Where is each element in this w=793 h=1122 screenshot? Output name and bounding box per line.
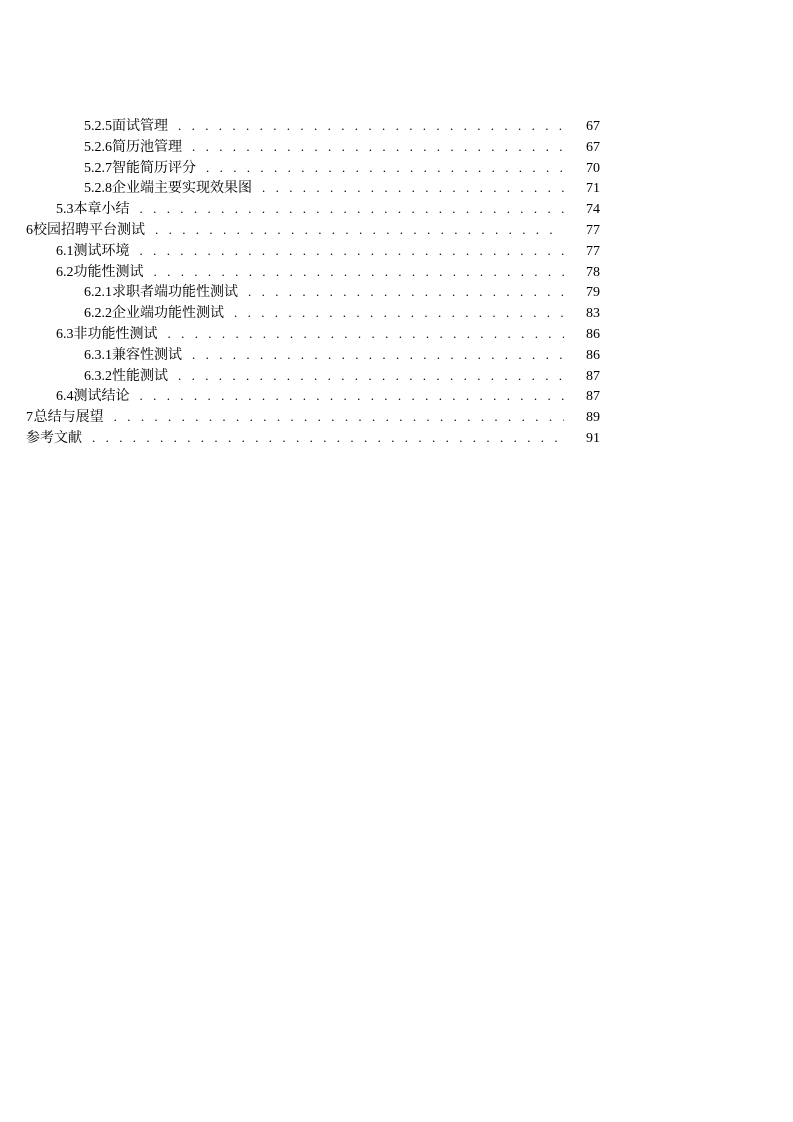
dot-leader [192, 345, 564, 366]
dot-leader [178, 366, 564, 387]
toc-entry-title: 简历池管理 [112, 139, 182, 155]
dot-leader [192, 137, 564, 158]
toc-entry-title: 求职者端功能性测试 [112, 285, 238, 301]
toc-entry[interactable] [26, 303, 600, 324]
toc-entry[interactable] [26, 241, 600, 262]
dot-leader [206, 158, 564, 179]
toc-entry[interactable] [26, 199, 600, 220]
toc-entry-page: 67 [586, 139, 600, 155]
toc-entry-page: 87 [586, 389, 600, 405]
toc-entry-page: 71 [586, 181, 600, 197]
toc-entry[interactable] [26, 386, 600, 407]
toc-entry-title: 功能性测试 [73, 264, 144, 280]
toc-entry-page: 86 [586, 347, 600, 363]
toc-entry-title: 非功能性测试 [73, 326, 158, 342]
toc-entry[interactable] [26, 137, 600, 158]
toc-entry-number: 5.3 [56, 202, 74, 218]
toc-entry-title: 兼容性测试 [112, 347, 182, 363]
toc-entry[interactable] [26, 178, 600, 199]
dot-leader [178, 116, 564, 137]
toc-entry-number: 7 [26, 410, 33, 426]
toc-entry-number: 5.2.5 [84, 119, 112, 134]
toc-entry[interactable] [26, 324, 600, 345]
toc-entry-title: 测试环境 [73, 243, 130, 259]
dot-leader [248, 282, 564, 303]
dot-leader [234, 303, 564, 324]
toc-entry[interactable] [26, 116, 600, 137]
toc-entry-number: 6.3.2 [84, 368, 112, 384]
toc-entry-number: 6.4 [56, 389, 74, 405]
toc-entry-page: 86 [586, 326, 600, 342]
toc-entry-number: 6.3 [56, 326, 74, 342]
toc-entry-page: 67 [586, 119, 600, 134]
toc-entry-page: 79 [586, 285, 600, 301]
toc-entry-title: 测试结论 [73, 389, 130, 405]
toc-entry[interactable] [26, 366, 600, 387]
toc-entry-title: 智能简历评分 [112, 160, 196, 176]
toc-entry-number: 6.2.1 [84, 285, 112, 301]
dot-leader [92, 428, 564, 449]
toc-entry-number: 6.1 [56, 243, 74, 259]
toc-entry-page: 74 [586, 202, 600, 218]
toc-entry-title: 企业端主要实现效果图 [112, 181, 252, 197]
toc-entry[interactable] [26, 428, 600, 449]
dot-leader [262, 178, 564, 199]
dot-leader [140, 199, 565, 220]
toc-entry-number: 6.3.1 [84, 347, 112, 363]
toc-entry-number: 6.2.2 [84, 306, 112, 322]
toc-entry-page: 77 [586, 243, 600, 259]
dot-leader [140, 241, 565, 262]
toc-entry-page: 77 [586, 222, 600, 238]
toc-entry-title: 参考文献 [26, 430, 82, 446]
dot-leader [154, 262, 565, 283]
toc-entry[interactable] [26, 158, 600, 179]
toc-entry-number: 6 [26, 222, 33, 238]
toc-entry-number: 5.2.6 [84, 139, 112, 155]
toc-entry-page: 87 [586, 368, 600, 384]
toc-entry-title: 本章小结 [73, 202, 130, 218]
toc-entry-page: 91 [586, 430, 600, 446]
toc-entry[interactable] [26, 407, 600, 428]
toc-entry-title: 性能测试 [112, 368, 168, 384]
dot-leader [114, 407, 564, 428]
toc-entry[interactable] [26, 220, 600, 241]
dot-leader [168, 324, 565, 345]
toc-entry-title: 校园招聘平台测试 [33, 222, 145, 238]
toc-entry[interactable] [26, 282, 600, 303]
toc-entry-number: 5.2.7 [84, 160, 112, 176]
toc-entry-page: 89 [586, 410, 600, 426]
toc-entry-page: 78 [586, 264, 600, 280]
dot-leader [140, 386, 565, 407]
dot-leader [155, 220, 564, 241]
toc-entry-page: 70 [586, 160, 600, 176]
toc-entry-title: 总结与展望 [33, 410, 104, 426]
toc-entry-number: 5.2.8 [84, 181, 112, 197]
toc-entry-title: 面试管理 [112, 119, 168, 134]
toc-entry-title: 企业端功能性测试 [112, 306, 224, 322]
toc-entry-page: 83 [586, 306, 600, 322]
toc-entry-number: 6.2 [56, 264, 74, 280]
toc-entry[interactable] [26, 345, 600, 366]
toc-entry[interactable] [26, 262, 600, 283]
table-of-contents [26, 116, 600, 449]
